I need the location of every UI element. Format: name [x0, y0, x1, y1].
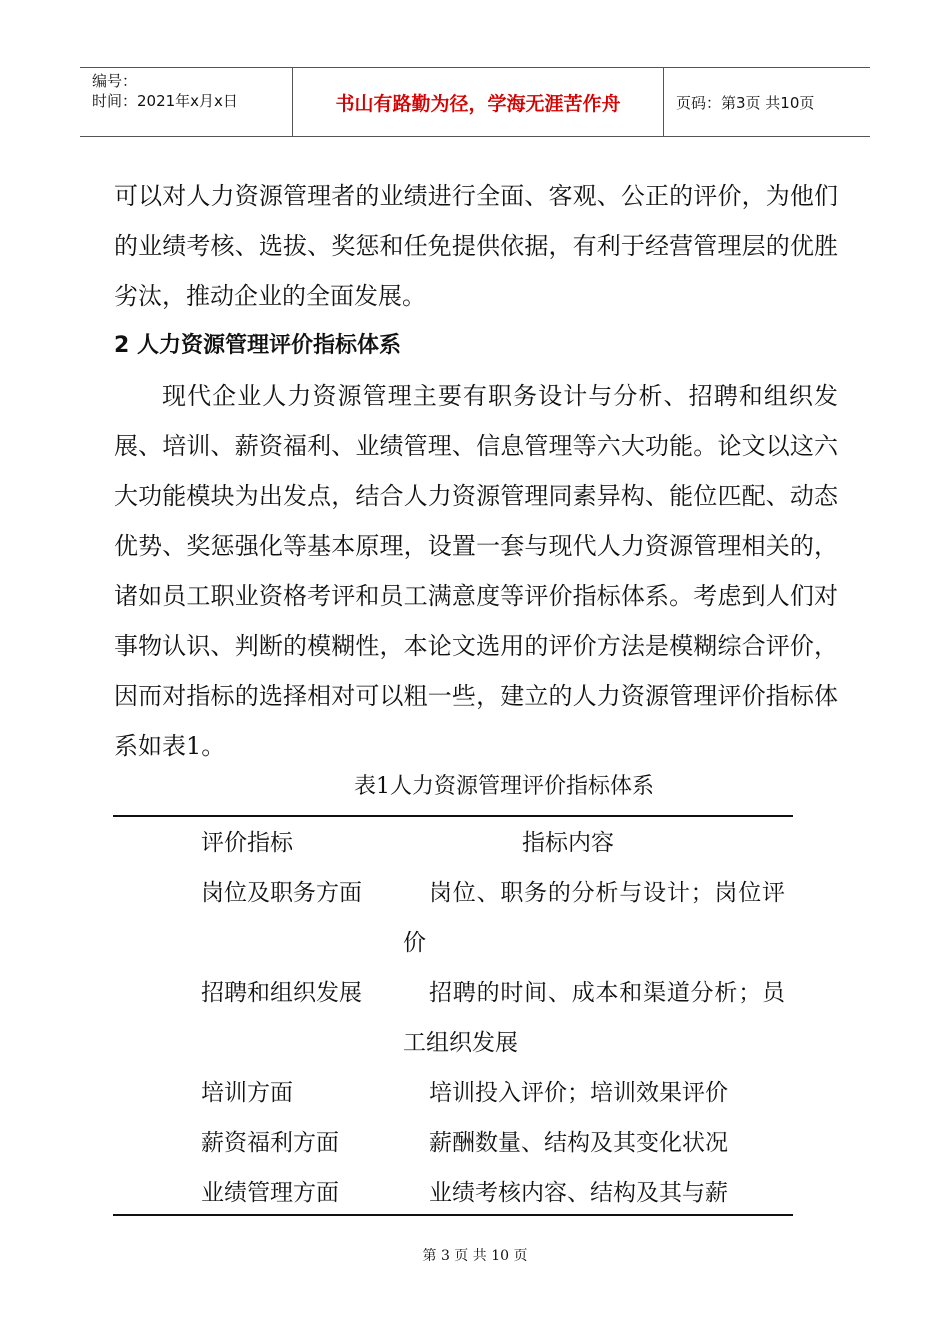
- table-cell: 培训投入评价；培训效果评价: [429, 1080, 728, 1106]
- table-cell: 业绩管理方面: [201, 1180, 339, 1206]
- header-cell-indicator: 评价指标: [201, 830, 293, 856]
- table-cell: 薪资福利方面: [201, 1130, 339, 1156]
- header-motto: 书山有路勤为径，学海无涯苦作舟: [293, 68, 664, 136]
- body-text: [114, 171, 838, 771]
- table-top-rule: [113, 815, 793, 817]
- table-header-row: [113, 818, 793, 868]
- table-cell: 薪酬数量、结构及其变化状况: [429, 1130, 728, 1156]
- table-cell: 招聘的时间、成本和渠道分析；员工组织发展: [403, 980, 785, 1056]
- table-cell: 招聘和组织发展: [201, 980, 362, 1006]
- table-row: [113, 968, 793, 1068]
- table-row: [113, 1168, 793, 1218]
- paragraph-2: 现代企业人力资源管理主要有职务设计与分析、招聘和组织发展、培训、薪资福利、业绩管理、信息管理等六大功能。论文以这六大功能模块为出发点，结合人力资源管理同素异构、能位匹配、动态优势、奖惩强化等基本原理，设置一套与现代人力资源管理相关的，诸如员工职业资格考评和员工满意度等评价指标体系。考虑到人们对事物认识、判断的模糊性，本论文选用的评价方法是模糊综合评价，因而对指标的选择相对可以粗一些，建立的人力资源管理评价指标体系如表1。: [114, 382, 838, 760]
- table-row: [113, 1068, 793, 1118]
- header-meta: [80, 68, 293, 136]
- number-label: 编号：: [92, 72, 138, 90]
- table-cell: 岗位及职务方面: [201, 880, 362, 906]
- time-label: 时间：2021年x月x日: [92, 92, 238, 110]
- table-row: [113, 868, 793, 968]
- page-footer: 第 3 页 共 10 页: [422, 1248, 528, 1264]
- index-table: [113, 818, 793, 1218]
- paragraph-1: 可以对人力资源管理者的业绩进行全面、客观、公正的评价，为他们的业绩考核、选拔、奖惩和任免提供依据，有利于经营管理层的优胜劣汰，推动企业的全面发展。: [114, 182, 838, 310]
- table-cell: 业绩考核内容、结构及其与薪: [429, 1180, 728, 1206]
- table-cell: 岗位、职务的分析与设计；岗位评价: [403, 880, 785, 956]
- table-bottom-rule: [113, 1214, 793, 1216]
- section-heading: 2 人力资源管理评价指标体系: [114, 333, 401, 358]
- header-page-info: 页码：第3页 共10页: [676, 93, 815, 112]
- table-cell: 培训方面: [201, 1080, 293, 1106]
- table-row: [113, 1118, 793, 1168]
- header-cell-content: 指标内容: [522, 830, 614, 856]
- document-header: [80, 67, 870, 137]
- table-caption: 表1人力资源管理评价指标体系: [354, 774, 654, 799]
